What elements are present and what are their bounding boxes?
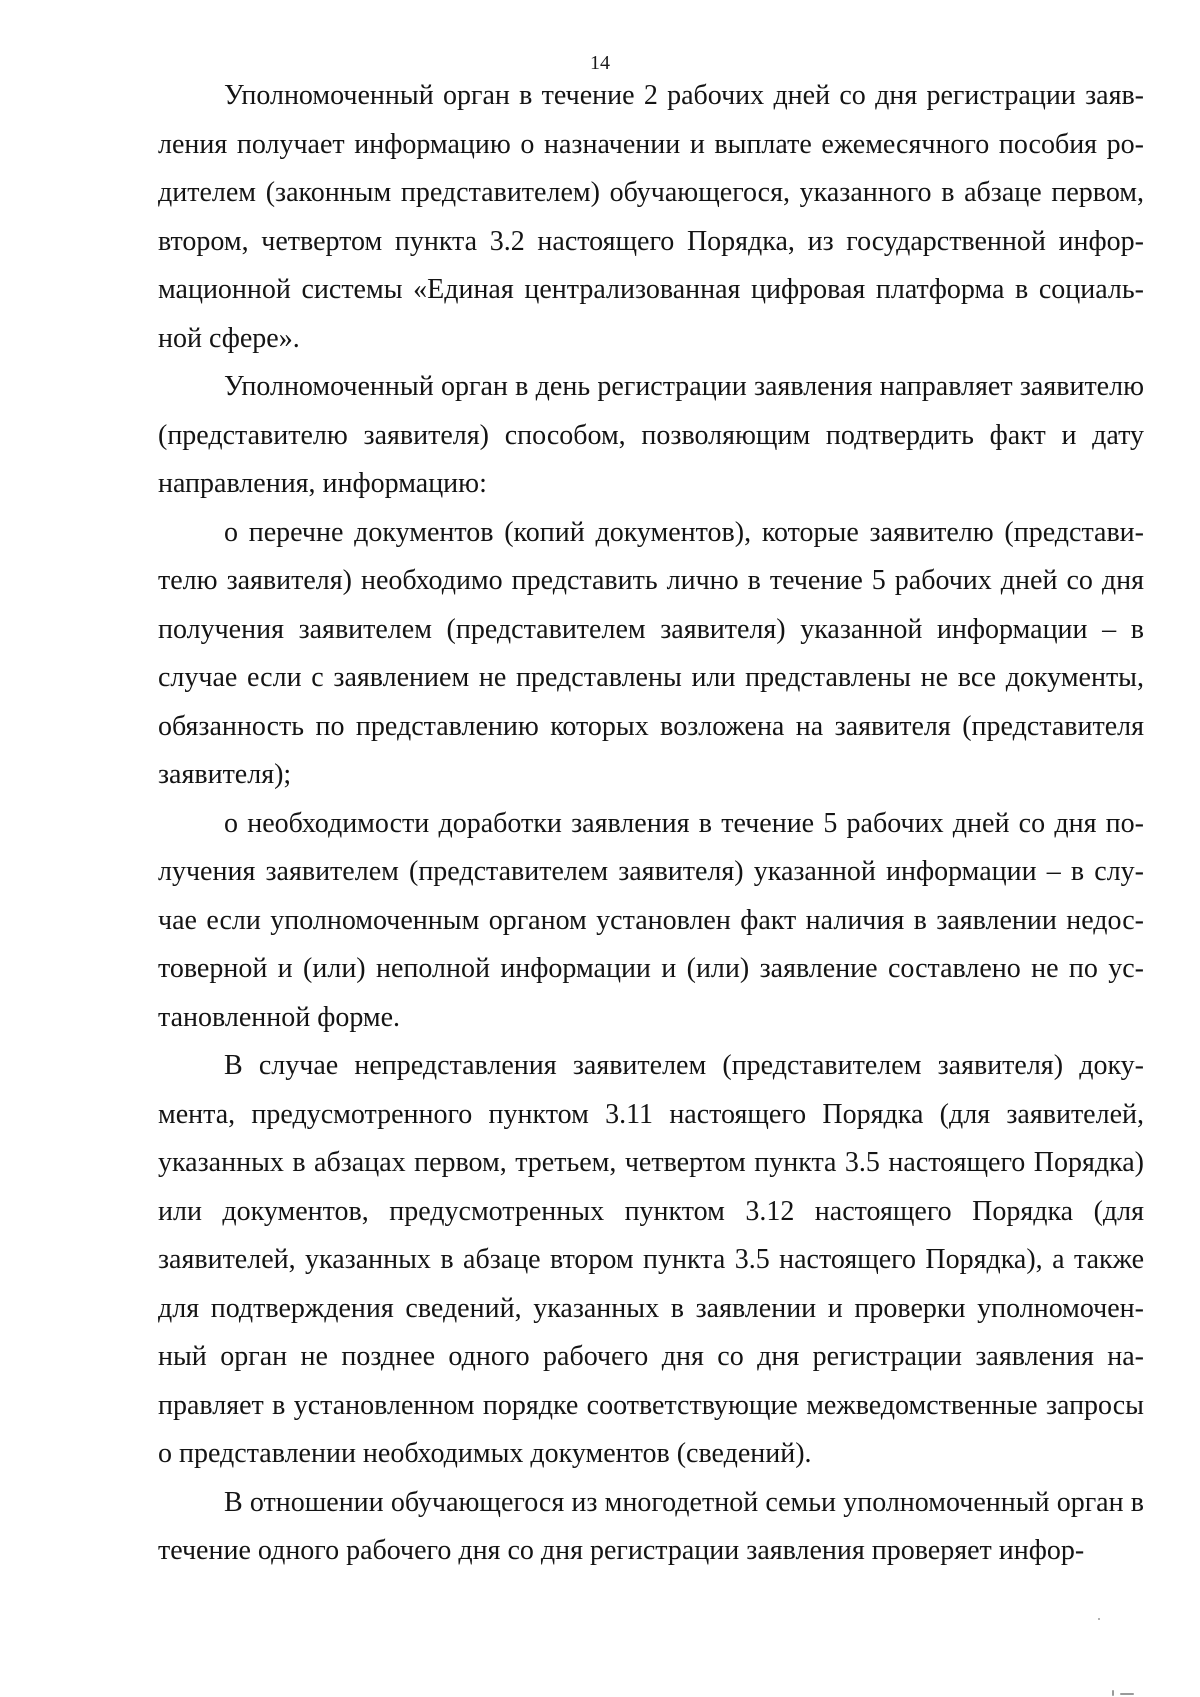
paragraph-application-revision: о необходимости доработки заявления в течение 5 рабочих дней со дня получения заявителем (представителем заявителя) указанной информации – в случае если уполномоченным органом установлен факт наличия в заявлении недостоверной и (или) неполной информации и (или) заявление составлено не по установленной форме.	[158, 807, 1144, 1033]
document-body	[158, 72, 1144, 1576]
page-number: 14	[590, 52, 610, 74]
scan-speck	[1112, 1690, 1114, 1696]
paragraph-notification-to-applicant: Уполномоченный орган в день регистрации заявления направляет заявителю (представителю заявителя) способом, позволяющим подтвердить факт и дату направления, информацию:	[158, 371, 1144, 499]
paragraph-information-receipt: Уполномоченный орган в течение 2 рабочих дней со дня регистрации заявления получает информацию о назначении и выплате ежемесячного пособия родителем (законным представителем) обучающегося, указанного в абзаце первом, втором, четвертом пункта 3.2 настоящего Порядка, из государственной информационной системы «Единая централизованная цифровая платформа в социальной сфере».	[158, 80, 1144, 354]
scan-speck	[1098, 1618, 1100, 1620]
scan-speck	[1120, 1693, 1134, 1695]
paragraph-document-list: о перечне документов (копий документов), которые заявителю (представителю заявителя) необходимо представить лично в течение 5 рабочих дней со дня получения заявителем (представителем заявителя) указанной информации – в случае если с заявлением не представлены или представлены не все документы, обязанность по представлению которых возложена на заявителя (представителя заявителя);	[158, 516, 1144, 790]
paragraph-interagency-requests: В случае непредставления заявителем (представителем заявителя) документа, предусмотренного пунктом 3.11 настоящего Порядка (для заявителей, указанных в абзацах первом, третьем, четвертом пункта 3.5 настоящего Порядка) или документов, предусмотренных пунктом 3.12 настоящего Порядка (для заявителей, указанных в абзаце втором пункта 3.5 настоящего Порядка), а также для подтверждения сведений, указанных в заявлении и проверки уполномоченный орган не позднее одного рабочего дня со дня регистрации заявления направляет в установленном порядке соответствующие межведомственные запросы о представлении необходимых документов (сведений).	[158, 1050, 1144, 1469]
paragraph-large-family-check: В отношении обучающегося из многодетной семьи уполномоченный орган в течение одного рабочего дня со дня регистрации заявления проверяет инфор-	[158, 1486, 1144, 1566]
